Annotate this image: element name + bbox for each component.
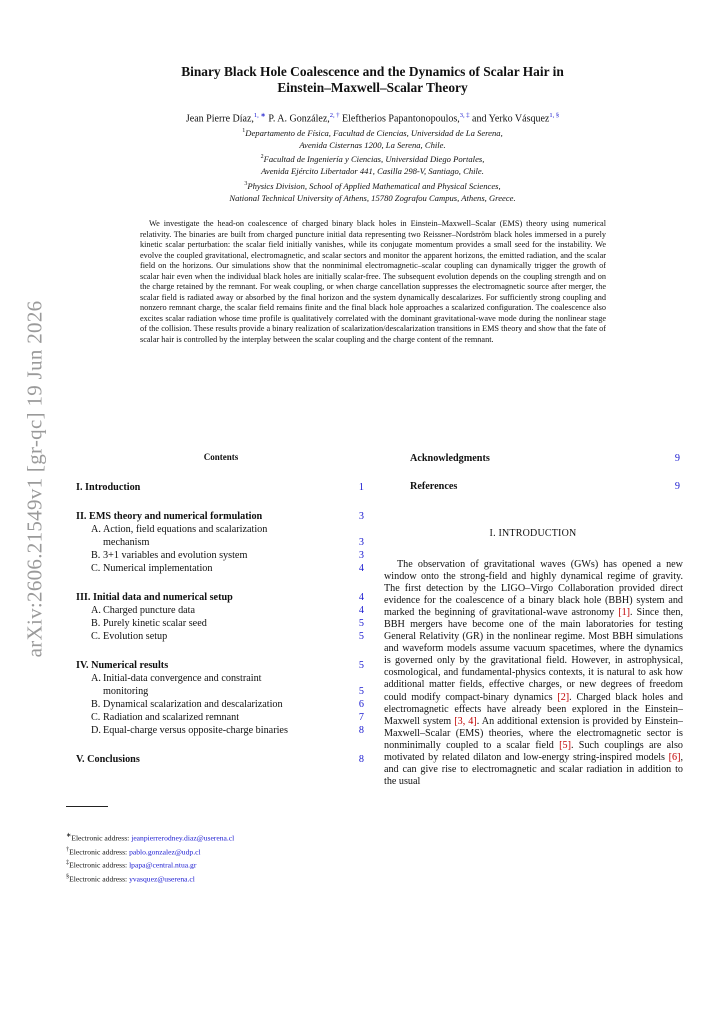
toc-page-link[interactable]: 3 <box>358 511 364 522</box>
toc-page-link[interactable]: 3 <box>358 537 364 548</box>
toc-subsection-label-cont: mechanism <box>103 537 150 548</box>
email-link[interactable]: jeanpierrerodney.diaz@userena.cl <box>131 833 235 843</box>
affiliation-1-mark: 1 <box>242 128 246 134</box>
section-heading-introduction: I. INTRODUCTION <box>489 528 577 539</box>
toc-page-link[interactable]: 8 <box>358 725 364 736</box>
toc-section-label: IV. Numerical results <box>76 660 169 671</box>
toc-spacer <box>76 643 366 659</box>
toc-spacer <box>76 494 366 510</box>
toc-page-link[interactable]: 1 <box>358 482 364 493</box>
toc-subsection-label: Equal-charge versus opposite-charge binaries <box>103 725 288 736</box>
author-1: Jean Pierre Díaz, <box>185 113 254 125</box>
contents-heading: Contents <box>203 452 239 462</box>
toc-section-label: I. Introduction <box>76 482 141 493</box>
title-line-2: Einstein–Maxwell–Scalar Theory <box>277 80 468 95</box>
citation-link[interactable]: [2] <box>557 691 570 703</box>
toc-page-link[interactable]: 9 <box>674 453 680 464</box>
toc-subsection-label: Radiation and scalarized remnant <box>103 712 240 723</box>
citation-link[interactable]: [5] <box>559 739 571 751</box>
toc-subsection-letter: A. <box>91 605 101 616</box>
toc-subsection[interactable] <box>76 549 366 562</box>
toc-section-label: II. EMS theory and numerical formulation <box>76 511 263 522</box>
author-3: Eleftherios Papantonopoulos, <box>339 113 460 125</box>
toc-section[interactable] <box>76 510 366 523</box>
toc-subsection-letter: C. <box>91 563 101 574</box>
affiliation-3-line-1: Physics Division, School of Applied Mathematical and Physical Sciences, <box>247 180 501 191</box>
author-4-mark[interactable]: 1, § <box>549 112 560 119</box>
toc-subsection-label: Purely kinetic scalar seed <box>103 618 207 629</box>
footnote <box>66 871 234 885</box>
toc-subsection-label: Evolution setup <box>103 631 168 642</box>
footnote-rule <box>66 806 108 807</box>
toc-subsection-label: Numerical implementation <box>103 563 213 574</box>
toc-spacer <box>76 575 366 591</box>
toc-subsection-letter: A. <box>91 673 101 684</box>
toc-subsection-letter: B. <box>91 550 101 561</box>
toc-subsection[interactable] <box>76 672 366 698</box>
toc-section[interactable] <box>76 659 366 672</box>
title-line-1: Binary Black Hole Coalescence and the Dynamics of Scalar Hair in <box>181 64 564 79</box>
toc-subsection-letter: C. <box>91 631 101 642</box>
toc-subsection-letter: B. <box>91 699 101 710</box>
footnote-mark: † <box>66 845 70 853</box>
toc-subsection[interactable] <box>76 604 366 617</box>
toc-page-link[interactable]: 5 <box>358 618 364 629</box>
affiliations <box>90 125 655 204</box>
toc-page-link[interactable]: 6 <box>358 699 364 710</box>
email-link[interactable]: lpapa@central.ntua.gr <box>129 860 197 870</box>
abstract-text: We investigate the head-on coalescence of charged binary black holes in Einstein–Maxwell–Scalar (EMS) theory using numerical relativity. The binaries are built from charged puncture initial data representing two Reissner–Nordström black holes immersed in a purely kinetic scalar perturbation: the scalar field initially vanishes, while its conjugate momentum provides a small seed for the instability. We evolve the coupled gravitational, electromagnetic, and scalar sectors and monitor the apparent horizons, the emitted radiation, and the scalar field on the horizons. Our simulations show that the nonminimal electromagnetic–scalar coupling can dynamically trigger the growth of scalar hair even when the individual black holes are initially scalar-free. The subsequent evolution depends on the coupling strength and on the charge retained by the remnant. For weak coupling, or when charge cancellation suppresses the electromagnetic source after merger, the scalar field is radiated away or absorbed by the final horizon and the system dynamically descalarizes. For sufficiently strong coupling and nonzero remnant charge, the scalar field remains finite and the final black hole approaches a scalarized configuration. The coalescence also excites scalar radiation whose time profile is qualitatively correlated with the dominant gravitational-wave mode during the nonlinear stage of the collision. These results provide a binary realization of scalarization/descalarization transitions in EMS theory and show that the fate of scalar hair is controlled by the interplay between the scalar coupling and the charge content of the remnant. <box>140 219 606 345</box>
toc-subsection-letter: A. <box>91 524 101 535</box>
toc-section-label: V. Conclusions <box>76 754 140 765</box>
toc-subsection[interactable] <box>76 724 366 737</box>
toc-page-link[interactable]: 7 <box>358 712 364 723</box>
intro-paragraph <box>384 559 683 788</box>
intro-text-1: The observation of gravitational waves (GWs) has opened a new window onto the strong-field and highly dynamical regime of gravity. The first detection by the LIGO–Virgo Collaboration provided direct evidence for the coalescence of a binary black hole (BBH) system and marked the beginning of gravitational-wave astronomy <box>384 559 683 619</box>
affiliation-1-line-1: Departamento de Física, Facultad de Ciencias, Universidad de La Serena, <box>245 127 503 138</box>
affiliation-2-mark: 2 <box>260 154 264 161</box>
author-list <box>90 110 655 125</box>
toc-subsection-label: Initial-data convergence and constraint <box>103 673 262 684</box>
author-3-mark[interactable]: 3, ‡ <box>459 112 470 119</box>
abstract <box>140 219 606 346</box>
affiliation-3-line-2: National Technical University of Athens, 15780 Zografou Campus, Athens, Greece. <box>229 192 516 203</box>
affiliation-1-line-2: Avenida Cisternas 1200, La Serena, Chile. <box>299 140 446 151</box>
citation-link[interactable]: [6] <box>668 751 681 763</box>
toc-subsection-label: Dynamical scalarization and descalarization <box>103 699 283 710</box>
toc-section[interactable] <box>76 591 366 604</box>
toc-page-link[interactable]: 3 <box>358 550 364 561</box>
intro-text-6: , and can give rise to electromagnetic and scalar radiation in addition to the usual <box>384 751 683 787</box>
toc-list <box>76 481 366 766</box>
toc-subsection-label-cont: monitoring <box>103 686 149 697</box>
footnote-mark: ∗ <box>66 832 72 839</box>
toc-subsection-letter: C. <box>91 712 101 723</box>
author-4: and Yerko Vásquez <box>469 113 550 125</box>
toc-page-link[interactable]: 8 <box>358 754 364 765</box>
footnote <box>66 844 234 858</box>
toc-subsection[interactable] <box>76 698 366 711</box>
toc-page-link[interactable]: 5 <box>358 660 364 671</box>
footnote-label: Electronic address: <box>69 847 130 857</box>
toc-subsection-letter: D. <box>91 725 101 736</box>
toc-subsection-letter: B. <box>91 618 101 629</box>
email-link[interactable]: yvasquez@userena.cl <box>129 874 195 884</box>
toc-subsection-label: Action, field equations and scalarization <box>103 524 268 535</box>
toc-continued <box>410 452 682 493</box>
toc-subsection[interactable] <box>76 711 366 724</box>
arxiv-stamp <box>22 0 48 1019</box>
citation-link[interactable]: [1] <box>618 607 631 619</box>
author-2: P. A. González, <box>265 113 330 125</box>
table-of-contents <box>76 452 366 766</box>
toc-section-label: III. Initial data and numerical setup <box>76 592 233 603</box>
introduction-text <box>384 559 683 788</box>
toc-page-link[interactable]: 5 <box>358 631 364 642</box>
citation-link[interactable]: [3, 4] <box>454 715 477 727</box>
footnote-mark: ‡ <box>66 859 70 867</box>
toc-section[interactable] <box>76 481 366 494</box>
footnote-label: Electronic address: <box>71 833 132 843</box>
affiliation-2-line-2: Avenida Ejército Libertador 441, Casilla 298-V, Santiago, Chile. <box>261 166 484 177</box>
toc-spacer <box>76 737 366 753</box>
arxiv-id: arXiv:2606.21549v1 [gr-qc] 19 Jun 2026 <box>22 300 47 658</box>
footnote <box>66 857 234 871</box>
toc-item-acknowledgments[interactable] <box>410 452 682 465</box>
toc-section[interactable] <box>76 753 366 766</box>
author-2-mark[interactable]: 2, † <box>329 112 340 119</box>
intro-text-2: . Since then, BBH mergers have become one of the main laboratories for testing General Relativity (GR) in the nonlinear regime. Most BBH simulations and waveform models assume vacuum spacetimes, where the dynamics is governed only by the gravitational field. However, in astrophysical, cosmological, and fundamental-physics contexts, it is natural to ask how additional matter fields, effective charges, or new degrees of freedom could modify compact-binary dynamics <box>384 607 683 703</box>
toc-subsection[interactable] <box>76 562 366 575</box>
toc-subsection[interactable] <box>76 617 366 630</box>
toc-page-link[interactable]: 9 <box>674 481 680 492</box>
intro-text-4: . An additional extension is provided by Einstein–Maxwell–Scalar (EMS) theories, where the electromagnetic sector is nonminimally coupled to a scalar field <box>384 715 683 751</box>
toc-subsection-label: 3+1 variables and evolution system <box>103 550 248 561</box>
footnote-label: Electronic address: <box>69 874 130 884</box>
toc-page-link[interactable]: 4 <box>358 605 364 616</box>
footnotes <box>66 830 234 884</box>
affiliation-3-mark: 3 <box>244 180 248 187</box>
affiliation-2-line-1: Facultad de Ingeniería y Ciencias, Universidad Diego Portales, <box>263 154 485 165</box>
toc-subsection-label: Charged puncture data <box>103 605 196 616</box>
footnote <box>66 830 234 844</box>
toc-page-link[interactable]: 4 <box>358 592 364 603</box>
footnote-label: Electronic address: <box>69 860 130 870</box>
toc-page-link[interactable]: 4 <box>358 563 364 574</box>
toc-item-label: Acknowledgments <box>410 453 490 464</box>
intro-text-3: . Charged black holes and electromagnetic effects have already been explored in the Einstein–Maxwell system <box>384 691 683 727</box>
author-1-mark[interactable]: 1, ∗ <box>253 112 266 119</box>
toc-item-label: References <box>410 481 458 492</box>
toc-item-references[interactable] <box>410 480 682 493</box>
footnote-mark: § <box>66 872 70 880</box>
intro-text-5: . Such couplings are also motivated by related dilaton and low-energy string-inspired models <box>384 739 683 763</box>
email-link[interactable]: pablo.gonzalez@udp.cl <box>129 847 201 857</box>
toc-subsection[interactable] <box>76 630 366 643</box>
toc-page-link[interactable]: 5 <box>358 686 364 697</box>
toc-subsection[interactable] <box>76 523 366 549</box>
paper-title <box>100 64 645 96</box>
